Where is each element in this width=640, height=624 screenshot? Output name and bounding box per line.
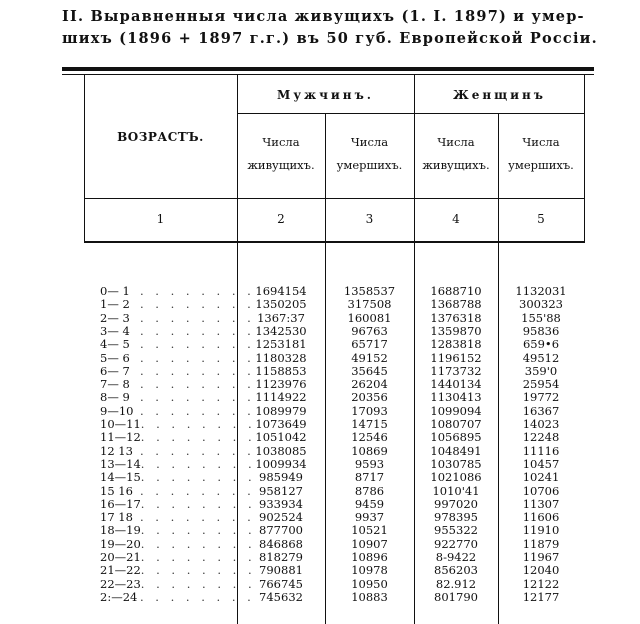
cell-m-dead: 10883 bbox=[351, 589, 388, 604]
leader-dots: . . . . . . . . bbox=[140, 403, 255, 418]
age-label: 3— 4 bbox=[100, 323, 130, 338]
cell-m-living: 1123976 bbox=[255, 377, 307, 392]
cell-w-dead: 10241 bbox=[522, 470, 560, 485]
cell-w-dead: 359'0 bbox=[524, 363, 558, 378]
leader-dots: . . . . . . . . bbox=[140, 496, 256, 511]
age-label: 11—12 bbox=[100, 430, 141, 445]
table-row bbox=[0, 578, 640, 591]
table-row bbox=[0, 498, 640, 511]
age-label: 13—14 bbox=[100, 456, 141, 471]
cell-m-dead: 14715 bbox=[351, 417, 388, 431]
cell-m-living: 1350205 bbox=[255, 297, 307, 312]
table-row bbox=[0, 391, 640, 404]
leader-dots: . . . . . . . . bbox=[140, 589, 255, 604]
leader-dots: . . . . . . . . bbox=[140, 483, 255, 498]
header-men: Мужчинъ. bbox=[277, 88, 374, 102]
table-row bbox=[0, 312, 640, 325]
header-men-living-line1: Числа bbox=[262, 135, 300, 149]
header-women-living-line1: Числа bbox=[437, 135, 475, 149]
cell-m-dead: 160081 bbox=[347, 310, 392, 325]
cell-m-dead: 317508 bbox=[347, 297, 392, 312]
leader-dots: . . . . . . . . bbox=[140, 323, 255, 338]
age-cell bbox=[100, 483, 255, 498]
leader-dots: . . . . . . . . bbox=[140, 377, 255, 392]
cell-w-living: 82.912 bbox=[435, 576, 477, 591]
cell-w-living: 1368788 bbox=[430, 297, 482, 312]
cell-w-dead: 25954 bbox=[522, 377, 560, 392]
leader-dots: . . . . . . . . bbox=[140, 563, 256, 578]
age-label: 19—20 bbox=[100, 536, 141, 551]
header-women-dead-line2: умершихъ. bbox=[508, 158, 574, 172]
cell-w-living: 1030785 bbox=[430, 456, 482, 471]
cell-m-dead: 9593 bbox=[354, 456, 385, 471]
header-women-living-line2: живущихъ. bbox=[422, 158, 490, 172]
leader-dots: . . . . . . . . bbox=[140, 417, 256, 431]
leader-dots: . . . . . . . . bbox=[140, 363, 255, 378]
age-cell bbox=[100, 430, 256, 445]
leader-dots: . . . . . . . . bbox=[140, 430, 256, 445]
cell-m-dead: 26204 bbox=[351, 377, 388, 392]
title-line-2: шихъ (1896 + 1897 г.г.) въ 50 губ. Европейской Россіи. bbox=[62, 30, 598, 47]
age-cell bbox=[100, 297, 255, 312]
cell-m-living: 933934 bbox=[259, 496, 303, 511]
cell-m-living: 1051042 bbox=[255, 430, 307, 445]
table-row bbox=[0, 485, 640, 498]
age-cell bbox=[100, 350, 255, 365]
cell-m-living: 1180328 bbox=[255, 350, 307, 365]
cell-m-dead: 96763 bbox=[351, 323, 388, 338]
table-row bbox=[0, 418, 640, 431]
leader-dots: . . . . . . . . bbox=[140, 284, 255, 298]
age-label: 2— 3 bbox=[100, 310, 130, 325]
leader-dots: . . . . . . . . bbox=[140, 470, 256, 485]
cell-w-dead: 1132031 bbox=[515, 284, 567, 298]
table-row bbox=[0, 445, 640, 458]
cell-w-living: 1440134 bbox=[430, 377, 482, 392]
cell-m-dead: 35645 bbox=[351, 363, 388, 378]
cell-w-dead: 11307 bbox=[522, 496, 560, 511]
header-men-living-line2: живущихъ. bbox=[247, 158, 315, 172]
table-row bbox=[0, 458, 640, 471]
cell-m-dead: 10950 bbox=[351, 576, 388, 591]
colnum-5: 5 bbox=[537, 212, 545, 226]
age-cell bbox=[100, 417, 256, 431]
cell-w-living: 1056895 bbox=[430, 430, 482, 445]
leader-dots: . . . . . . . . bbox=[140, 337, 255, 352]
age-cell bbox=[100, 363, 255, 378]
leader-dots: . . . . . . . . bbox=[140, 510, 255, 525]
age-label: 21—22 bbox=[100, 563, 141, 578]
cell-w-dead: 14023 bbox=[522, 417, 560, 431]
cell-w-dead: 10706 bbox=[522, 483, 560, 498]
age-label: 15 16 bbox=[100, 483, 133, 498]
age-cell bbox=[100, 576, 256, 591]
table-row bbox=[0, 365, 640, 378]
cell-m-living: 1089979 bbox=[255, 403, 307, 418]
cell-m-dead: 10521 bbox=[351, 523, 388, 538]
age-cell bbox=[100, 337, 255, 352]
cell-w-dead: 11910 bbox=[522, 523, 560, 538]
cell-w-dead: 11879 bbox=[522, 536, 560, 551]
cell-m-dead: 9459 bbox=[354, 496, 385, 511]
age-label: 18—19 bbox=[100, 523, 141, 538]
age-label: 16—17 bbox=[100, 496, 141, 511]
leader-dots: . . . . . . . . bbox=[140, 350, 255, 365]
header-women-dead-line1: Числа bbox=[522, 135, 560, 149]
cell-w-dead: 16367 bbox=[522, 403, 560, 418]
cell-w-living: 997020 bbox=[434, 496, 478, 511]
cell-m-dead: 8717 bbox=[354, 470, 385, 485]
cell-w-dead: 12122 bbox=[522, 576, 560, 591]
table-row bbox=[0, 378, 640, 391]
cell-m-living: 1114922 bbox=[255, 390, 307, 405]
table-row bbox=[0, 511, 640, 524]
table-row bbox=[0, 405, 640, 418]
cell-m-dead: 10907 bbox=[351, 536, 388, 551]
table-row bbox=[0, 564, 640, 577]
age-cell bbox=[100, 284, 255, 298]
age-cell bbox=[100, 523, 256, 538]
cell-w-dead: 12177 bbox=[522, 589, 560, 604]
leader-dots: . . . . . . . . bbox=[140, 390, 255, 405]
leader-dots: . . . . . . . . bbox=[140, 576, 256, 591]
age-cell bbox=[100, 550, 256, 564]
cell-w-living: 1130413 bbox=[430, 390, 482, 405]
cell-w-dead: 300323 bbox=[519, 297, 563, 312]
cell-w-dead: 11606 bbox=[522, 510, 560, 525]
age-cell bbox=[100, 377, 255, 392]
cell-m-living: 958127 bbox=[259, 483, 303, 498]
age-label: 10—11 bbox=[100, 417, 141, 431]
cell-w-dead: 12248 bbox=[522, 430, 560, 445]
cell-m-living: 1694154 bbox=[255, 284, 307, 298]
cell-m-dead: 17093 bbox=[351, 403, 388, 418]
cell-m-living: 877700 bbox=[259, 523, 303, 538]
cell-w-dead: 19772 bbox=[522, 390, 560, 405]
table-row bbox=[0, 325, 640, 338]
header-age: ВОЗРАСТЪ. bbox=[117, 130, 204, 144]
cell-m-living: 846868 bbox=[259, 536, 303, 551]
table-row bbox=[0, 431, 640, 444]
cell-w-living: 978395 bbox=[434, 510, 478, 525]
cell-m-living: 790881 bbox=[259, 563, 303, 578]
table-row bbox=[0, 551, 640, 564]
cell-w-living: 1080707 bbox=[430, 417, 482, 431]
cell-w-living: 1376318 bbox=[430, 310, 482, 325]
cell-m-dead: 10869 bbox=[351, 443, 388, 458]
age-label: 2:—24 bbox=[100, 589, 138, 604]
age-label: 12 13 bbox=[100, 443, 133, 458]
cell-w-living: 1359870 bbox=[430, 323, 482, 338]
leader-dots: . . . . . . . . bbox=[140, 550, 256, 564]
table-row bbox=[0, 285, 640, 298]
cell-m-dead: 49152 bbox=[351, 350, 388, 365]
age-cell bbox=[100, 390, 255, 405]
cell-m-dead: 12546 bbox=[351, 430, 388, 445]
age-label: 4— 5 bbox=[100, 337, 130, 352]
leader-dots: . . . . . . . . bbox=[140, 456, 256, 471]
leader-dots: . . . . . . . . bbox=[140, 523, 256, 538]
cell-w-dead: 11967 bbox=[522, 550, 560, 564]
cell-w-living: 1010'41 bbox=[432, 483, 480, 498]
cell-m-living: 1073649 bbox=[255, 417, 307, 431]
cell-w-dead: 10457 bbox=[522, 456, 560, 471]
cell-m-living: 1038085 bbox=[255, 443, 307, 458]
table-row bbox=[0, 591, 640, 604]
colnum-2: 2 bbox=[277, 212, 285, 226]
colnum-1: 1 bbox=[156, 212, 165, 226]
colnum-4: 4 bbox=[452, 212, 460, 226]
age-label: 9—10 bbox=[100, 403, 134, 418]
cell-m-living: 1367:37 bbox=[257, 310, 305, 325]
age-label: 0— 1 bbox=[100, 284, 130, 298]
age-label: 7— 8 bbox=[100, 377, 130, 392]
cell-m-living: 818279 bbox=[259, 550, 303, 564]
cell-w-living: 8-9422 bbox=[435, 550, 477, 564]
cell-m-dead: 20356 bbox=[351, 390, 388, 405]
cell-m-dead: 10896 bbox=[351, 550, 388, 564]
age-cell bbox=[100, 496, 256, 511]
header-men-dead-line1: Числа bbox=[350, 135, 389, 149]
table-row bbox=[0, 538, 640, 551]
age-cell bbox=[100, 403, 255, 418]
leader-dots: . . . . . . . . bbox=[140, 310, 255, 325]
age-label: 6— 7 bbox=[100, 363, 130, 378]
cell-m-living: 745632 bbox=[259, 589, 303, 604]
cell-w-dead: 95836 bbox=[522, 323, 560, 338]
leader-dots: . . . . . . . . bbox=[140, 297, 255, 312]
age-label: 14—15 bbox=[100, 470, 141, 485]
cell-m-living: 766745 bbox=[259, 576, 303, 591]
cell-w-living: 955322 bbox=[434, 523, 478, 538]
age-label: 1— 2 bbox=[100, 297, 130, 312]
age-label: 8— 9 bbox=[100, 390, 130, 405]
age-cell bbox=[100, 510, 255, 525]
cell-w-dead: 11116 bbox=[522, 443, 560, 458]
table-row bbox=[0, 338, 640, 351]
header-women: Женщинъ bbox=[452, 88, 547, 102]
cell-w-dead: 49512 bbox=[522, 350, 560, 365]
cell-m-dead: 1358537 bbox=[343, 284, 396, 298]
cell-w-living: 801790 bbox=[434, 589, 478, 604]
age-label: 5— 6 bbox=[100, 350, 130, 365]
age-label: 22—23 bbox=[100, 576, 141, 591]
table-row bbox=[0, 471, 640, 484]
cell-m-dead: 10978 bbox=[351, 563, 388, 578]
cell-w-living: 856203 bbox=[434, 563, 478, 578]
cell-m-living: 902524 bbox=[259, 510, 303, 525]
cell-w-dead: 155'88 bbox=[521, 310, 561, 325]
cell-m-living: 1253181 bbox=[255, 337, 307, 352]
cell-w-living: 1099094 bbox=[430, 403, 482, 418]
title-line-1: II. Выравненныя числа живущихъ (1. I. 1897) и умер- bbox=[62, 8, 585, 25]
table-row bbox=[0, 352, 640, 365]
cell-w-dead: 659•6 bbox=[522, 337, 560, 352]
age-cell bbox=[100, 563, 256, 578]
cell-m-dead: 8786 bbox=[354, 483, 385, 498]
cell-m-living: 985949 bbox=[259, 470, 303, 485]
cell-m-dead: 9937 bbox=[354, 510, 385, 525]
colnum-3: 3 bbox=[365, 212, 374, 226]
header-men-dead-line2: умершихъ. bbox=[336, 158, 403, 172]
cell-w-living: 1048491 bbox=[430, 443, 482, 458]
age-label: 20—21 bbox=[100, 550, 141, 564]
age-cell bbox=[100, 470, 256, 485]
cell-w-living: 1021086 bbox=[430, 470, 482, 485]
age-cell bbox=[100, 536, 256, 551]
cell-m-living: 1158853 bbox=[255, 363, 307, 378]
table-row bbox=[0, 298, 640, 311]
cell-m-living: 1009934 bbox=[255, 456, 307, 471]
age-label: 17 18 bbox=[100, 510, 133, 525]
table-row bbox=[0, 524, 640, 537]
cell-w-dead: 12040 bbox=[522, 563, 560, 578]
leader-dots: . . . . . . . . bbox=[140, 443, 255, 458]
age-cell bbox=[100, 310, 255, 325]
age-cell bbox=[100, 323, 255, 338]
cell-w-living: 1688710 bbox=[430, 284, 482, 298]
cell-m-living: 1342530 bbox=[255, 323, 307, 338]
age-cell bbox=[100, 443, 255, 458]
cell-w-living: 1196152 bbox=[430, 350, 482, 365]
leader-dots: . . . . . . . . bbox=[140, 536, 256, 551]
cell-w-living: 1283818 bbox=[430, 337, 482, 352]
cell-m-dead: 65717 bbox=[351, 337, 388, 352]
age-cell bbox=[100, 456, 256, 471]
cell-w-living: 922770 bbox=[434, 536, 478, 551]
age-cell bbox=[100, 589, 255, 604]
cell-w-living: 1173732 bbox=[430, 363, 482, 378]
